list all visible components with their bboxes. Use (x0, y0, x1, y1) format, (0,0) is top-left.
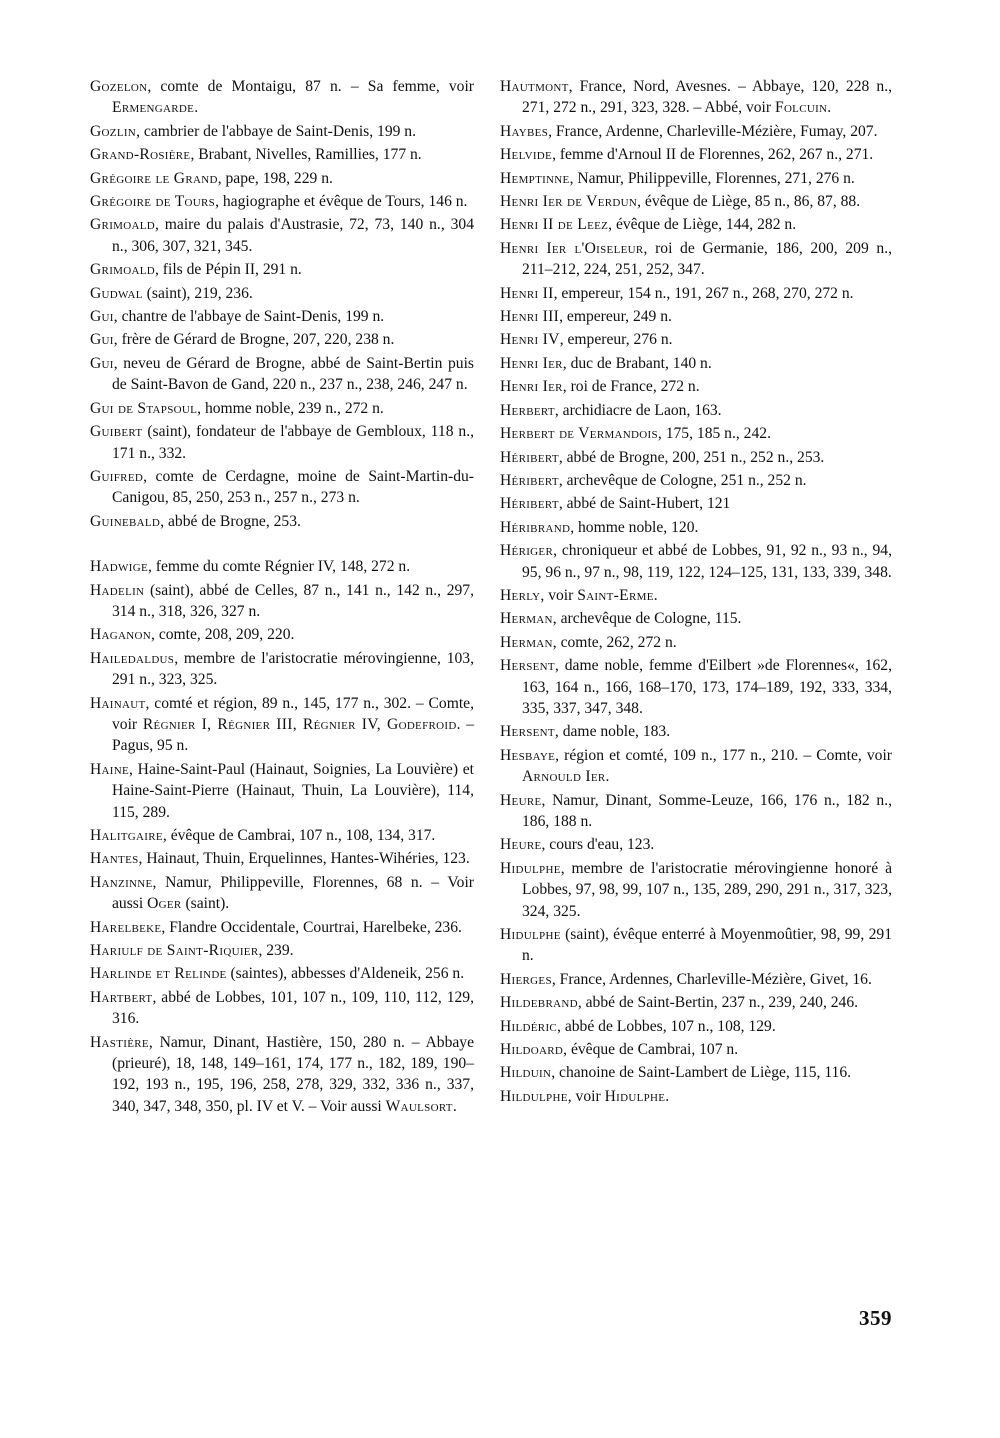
entry-tail: . – Pagus, 95 n. (112, 715, 475, 755)
index-entry (500, 238, 892, 281)
entry-text: , chanoine de Saint-Lambert de Liège, 115, 116. (551, 1064, 852, 1082)
entry-text: , comte, 262, 272 n. (552, 633, 677, 651)
entry-text: , empereur, 276 n. (559, 331, 673, 349)
entry-headword: Herly (500, 586, 541, 604)
index-entry (90, 466, 474, 509)
entry-text: , abbé de Lobbes, 107 n., 108, 129. (557, 1017, 776, 1035)
entry-text: , empereur, 249 n. (559, 308, 672, 326)
entry-text: , cambrier de l'abbaye de Saint-Denis, 199 n. (136, 122, 417, 140)
entry-text: , 239. (258, 942, 294, 960)
entry-text: , comté et région, 89 n., 145, 177 n., 302. – Comte, voir (112, 694, 474, 733)
entry-text: (saint), fondateur de l'abbaye de Gembloux, 118 n., 171 n., 332. (112, 423, 474, 462)
entry-text: , comte, 208, 209, 220. (151, 626, 295, 644)
entry-text: , dame noble, 183. (554, 723, 671, 741)
entry-headword: Grégoire de Tours (90, 193, 216, 211)
entry-headword: Henri II (500, 284, 554, 302)
index-entry (90, 121, 474, 142)
entry-cross-reference: Oger (147, 895, 182, 913)
entry-headword: Hautmont (500, 78, 569, 95)
index-entry (90, 987, 474, 1030)
entry-text: , évêque de Cambrai, 107 n. (563, 1041, 739, 1059)
index-entry (90, 329, 474, 350)
entry-text: , hagiographe et évêque de Tours, 146 n. (215, 193, 468, 211)
entry-headword: Hierges (500, 970, 552, 988)
entry-text: , archevêque de Cologne, 251 n., 252 n. (558, 471, 807, 489)
entry-headword: Hidulphe (500, 926, 561, 944)
entry-text: , chantre de l'abbaye de Saint-Denis, 199 n. (113, 308, 385, 326)
index-entry (500, 924, 892, 967)
entry-headword: Héribert (500, 495, 559, 513)
index-entry (500, 400, 892, 421)
entry-text: , 175, 185 n., 242. (657, 425, 771, 443)
index-entry (90, 759, 474, 823)
entry-text: (saintes), abbesses d'Aldeneik, 256 n. (226, 965, 465, 983)
entry-text: , fils de Pépin II, 291 n. (155, 261, 302, 279)
entry-text: , Namur, Dinant, Hastière, 150, 280 n. – Abbaye (prieuré), 18, 148, 149–161, 174, 177 n., 182, 189, 190–192, 193 n., 195, 196, 258, 278, 329, 332, 336 n., 337, 340, 347, 348, 350, pl. IV et V. – Voir aussi (112, 1033, 474, 1115)
entry-headword: Henri II de Leez (500, 216, 609, 234)
entry-text: (saint), abbé de Celles, 87 n., 141 n., 142 n., 297, 314 n., 318, 326, 327 n. (112, 581, 474, 620)
entry-headword: Halitgaire (90, 827, 163, 844)
entry-text: , maire du palais d'Austrasie, 72, 73, 140 n., 304 n., 306, 307, 321, 345. (112, 216, 474, 255)
entry-text: , comte de Montaigu, 87 n. – Sa femme, voir (147, 78, 474, 95)
entry-text: , homme noble, 120. (570, 518, 699, 536)
index-entry (500, 168, 892, 189)
index-entry (500, 423, 892, 444)
entry-text: , membre de l'aristocratie mérovingienne, 103, 291 n., 323, 325. (112, 649, 474, 689)
entry-headword: Héribrand (500, 518, 571, 536)
index-entry (90, 76, 474, 119)
entry-tail: . (452, 1097, 457, 1115)
entry-headword: Hemptinne (500, 169, 570, 187)
entry-headword: Haganon (90, 626, 152, 644)
entry-headword: Hastière (90, 1033, 149, 1051)
index-entry (90, 556, 474, 577)
index-entry (500, 585, 892, 606)
entry-text: , Namur, Dinant, Somme-Leuze, 166, 176 n., 182 n., 186, 188 n. (522, 791, 892, 830)
entry-headword: Hildebrand (500, 994, 578, 1012)
entry-text: , femme d'Arnoul II de Florennes, 262, 267 n., 271. (552, 146, 874, 164)
index-entry (500, 745, 892, 788)
index-entry (500, 283, 892, 304)
entry-text: , Namur, Philippeville, Florennes, 271, 276 n. (569, 169, 855, 187)
entry-text: , cours d'eau, 123. (541, 836, 655, 854)
entry-text: , femme du comte Régnier IV, 148, 272 n. (147, 558, 411, 576)
index-entry (500, 721, 892, 742)
entry-headword: Héribert (500, 448, 559, 466)
entry-headword: Hilduin (500, 1064, 552, 1082)
index-entry (90, 848, 474, 869)
entry-cross-reference: Waulsort (385, 1097, 453, 1115)
entry-headword: Harelbeke (90, 918, 162, 936)
page-number: 359 (859, 1306, 892, 1330)
index-entry (500, 306, 892, 327)
index-entry (500, 144, 892, 165)
entry-headword: Henri III (500, 308, 560, 326)
index-entry (90, 872, 474, 915)
entry-text: , abbé de Saint-Hubert, 121 (558, 495, 731, 513)
entry-headword: Gozlin (90, 122, 137, 140)
index-entry (90, 580, 474, 623)
entry-headword: Herbert de Vermandois (500, 425, 658, 443)
entry-headword: Guinebald (90, 512, 161, 530)
index-entry (500, 1016, 892, 1037)
entry-headword: Henri Ier l'Oiseleur (500, 239, 644, 257)
entry-headword: Hanzinne (90, 873, 153, 891)
entry-text: , duc de Brabant, 140 n. (562, 354, 712, 372)
entry-headword: Herman (500, 610, 553, 628)
entry-cross-reference: Ermengarde (112, 99, 195, 117)
entry-cross-reference: Saint-Erme (577, 586, 654, 604)
entry-text: , roi de France, 272 n. (562, 378, 700, 396)
index-entry (500, 540, 892, 583)
index-entry (500, 969, 892, 990)
index-entry (500, 834, 892, 855)
entry-headword: Haine (90, 760, 130, 778)
entry-headword: Hildéric (500, 1017, 558, 1035)
entry-headword: Gozelon (90, 78, 148, 95)
entry-tail: . (665, 1087, 670, 1105)
index-entry (90, 353, 474, 396)
entry-cross-reference: Folcuin (774, 99, 828, 117)
entry-text: , comte de Cerdagne, moine de Saint-Martin-du-Canigou, 85, 250, 253 n., 257 n., 273 n. (112, 467, 474, 507)
index-entry (90, 940, 474, 961)
index-entry (500, 447, 892, 468)
entry-text: , membre de l'aristocratie mérovingienne honoré à Lobbes, 97, 98, 99, 107 n., 135, 289, 290, 291 n., 317, 323, 324, 325. (522, 859, 892, 920)
entry-headword: Hariulf de Saint-Riquier (90, 942, 259, 960)
entry-text: , abbé de Lobbes, 101, 107 n., 109, 110, 112, 129, 316. (112, 988, 474, 1028)
right-column (500, 76, 892, 1109)
entry-headword: Hersent (500, 723, 555, 741)
entry-headword: Guibert (90, 423, 143, 441)
entry-headword: Hadwige (90, 558, 148, 576)
index-entry (90, 144, 474, 165)
entry-text: , pape, 198, 229 n. (217, 169, 333, 187)
entry-headword: Hartbert (90, 988, 153, 1006)
index-entry (90, 191, 474, 212)
entry-headword: Hildoard (500, 1041, 564, 1059)
entry-text: , homme noble, 239 n., 272 n. (197, 399, 384, 417)
entry-text: , abbé de Saint-Bertin, 237 n., 239, 240, 246. (577, 994, 859, 1012)
entry-text: , Brabant, Nivelles, Ramillies, 177 n. (190, 146, 422, 164)
index-entry (90, 214, 474, 257)
entry-text: , voir (567, 1087, 605, 1105)
entry-headword: Heure (500, 836, 542, 854)
index-entry (500, 470, 892, 491)
index-entry (90, 259, 474, 280)
entry-headword: Gui (90, 308, 114, 326)
index-entry (500, 858, 892, 922)
entry-headword: Guifred (90, 467, 144, 485)
index-entry (500, 655, 892, 719)
index-entry (90, 1032, 474, 1118)
entry-text: , évêque de Liège, 85 n., 86, 87, 88. (637, 193, 861, 211)
letter-section-gap (90, 534, 474, 556)
entry-headword: Grimoald (90, 261, 155, 279)
index-entry (500, 191, 892, 212)
entry-headword: Haybes (500, 122, 549, 140)
entry-text: , neveu de Gérard de Brogne, abbé de Saint-Bertin puis de Saint-Bavon de Gand, 220 n., 237 n., 238, 246, 247 n. (112, 354, 474, 394)
entry-headword: Heure (500, 791, 542, 809)
entry-headword: Gui (90, 331, 114, 349)
entry-headword: Hidulphe (500, 859, 561, 877)
entry-tail: . (194, 99, 199, 117)
entry-headword: Hantes (90, 850, 139, 868)
entry-text: , évêque de Cambrai, 107 n., 108, 134, 317. (162, 827, 436, 844)
entry-headword: Hailedaldus (90, 649, 175, 667)
entry-text: , roi de Germanie, 186, 200, 209 n., 211–212, 224, 251, 252, 347. (522, 239, 893, 279)
index-entry (90, 648, 474, 691)
entry-headword: Hesbaye (500, 746, 556, 764)
index-entry (500, 517, 892, 538)
index-entry (90, 306, 474, 327)
entry-headword: Hadelin (90, 581, 145, 599)
entry-cross-reference: Arnould Ier (522, 768, 606, 786)
index-entry (500, 376, 892, 397)
entry-text: , frère de Gérard de Brogne, 207, 220, 238 n. (113, 331, 395, 349)
index-entry (90, 693, 474, 757)
index-entry (500, 493, 892, 514)
entry-tail: (saint). (181, 895, 230, 913)
index-entry (500, 632, 892, 653)
index-entry (500, 214, 892, 235)
entry-headword: Herbert (500, 401, 555, 419)
entry-text: , France, Nord, Avesnes. – Abbaye, 120, 228 n., 271, 272 n., 291, 323, 328. – Abbé, voir (522, 78, 892, 117)
entry-headword: Grand-Rosière (90, 146, 191, 164)
index-entry (90, 398, 474, 419)
entry-text: , voir (540, 586, 578, 604)
entry-text: , empereur, 154 n., 191, 267 n., 268, 270, 272 n. (553, 284, 854, 302)
entry-text: , évêque de Liège, 144, 282 n. (608, 216, 797, 234)
index-entry (500, 790, 892, 833)
entry-text: , Flandre Occidentale, Courtrai, Harelbeke, 236. (161, 918, 462, 936)
index-entry (90, 917, 474, 938)
entry-text: , abbé de Brogne, 200, 251 n., 252 n., 253. (558, 448, 825, 466)
index-entry (90, 963, 474, 984)
entry-headword: Helvide (500, 146, 553, 164)
index-entry (500, 608, 892, 629)
entry-headword: Henri Ier de Verdun (500, 193, 638, 211)
entry-text: , région et comté, 109 n., 177 n., 210. – Comte, voir (555, 746, 892, 764)
entry-headword: Henri Ier (500, 354, 563, 372)
entry-headword: Harlinde et Relinde (90, 965, 227, 983)
entry-text: , Haine-Saint-Paul (Hainaut, Soignies, La Louvière) et Haine-Saint-Pierre (Hainaut, Thuin, La Louvière), 114, 115, 289. (112, 760, 474, 821)
index-entry (90, 168, 474, 189)
entry-headword: Gudwal (90, 284, 143, 302)
entry-text: , Namur, Philippeville, Florennes, 68 n. – Voir aussi (112, 873, 474, 913)
entry-headword: Herman (500, 633, 553, 651)
entry-cross-reference: Régnier I, Régnier III, Régnier IV, Godefroid (142, 715, 457, 733)
index-entry (500, 121, 892, 142)
index-entry (90, 624, 474, 645)
entry-text: , France, Ardenne, Charleville-Mézière, Fumay, 207. (548, 122, 878, 140)
entry-headword: Grimoald (90, 216, 155, 234)
entry-cross-reference: Hidulphe (604, 1087, 666, 1105)
entry-text: (saint), évêque enterré à Moyenmoûtier, 98, 99, 291 n. (522, 926, 892, 965)
entry-headword: Gui (90, 354, 114, 372)
entry-headword: Hainaut (90, 694, 146, 712)
entry-tail: . (653, 586, 658, 604)
index-entry (90, 825, 474, 846)
index-entry (500, 1062, 892, 1083)
entry-text: , archidiacre de Laon, 163. (554, 401, 722, 419)
entry-text: , chroniqueur et abbé de Lobbes, 91, 92 n., 93 n., 94, 95, 96 n., 97 n., 98, 119, 122, 124–125, 131, 133, 339, 348. (522, 542, 892, 581)
index-entry (500, 992, 892, 1013)
entry-headword: Hildulphe (500, 1087, 568, 1105)
entry-headword: Henri IV (500, 331, 560, 349)
entry-text: , dame noble, femme d'Eilbert »de Florennes«, 162, 163, 164 n., 166, 168–170, 173, 174–189, 192, 333, 334, 335, 337, 347, 348. (522, 657, 892, 717)
index-entry (500, 329, 892, 350)
entry-tail: . (605, 768, 610, 786)
entry-headword: Grégoire le Grand (90, 169, 218, 187)
index-entry (90, 421, 474, 464)
index-entry (500, 1086, 892, 1107)
index-entry (500, 76, 892, 119)
entry-headword: Hersent (500, 657, 555, 675)
index-entry (90, 511, 474, 532)
entry-headword: Hériger (500, 542, 554, 560)
index-entry (500, 1039, 892, 1060)
index-entry (90, 283, 474, 304)
entry-text: (saint), 219, 236. (142, 284, 253, 302)
entry-tail: . (827, 99, 832, 117)
index-entry (500, 353, 892, 374)
entry-text: , abbé de Brogne, 253. (160, 512, 301, 530)
entry-text: , Hainaut, Thuin, Erquelinnes, Hantes-Wihéries, 123. (138, 850, 470, 868)
entry-text: , France, Ardennes, Charleville-Mézière, Givet, 16. (551, 970, 872, 988)
entry-headword: Héribert (500, 471, 559, 489)
left-column (90, 76, 474, 1119)
entry-headword: Henri Ier (500, 378, 563, 396)
entry-text: , archevêque de Cologne, 115. (552, 610, 742, 628)
entry-headword: Gui de Stapsoul (90, 399, 198, 417)
